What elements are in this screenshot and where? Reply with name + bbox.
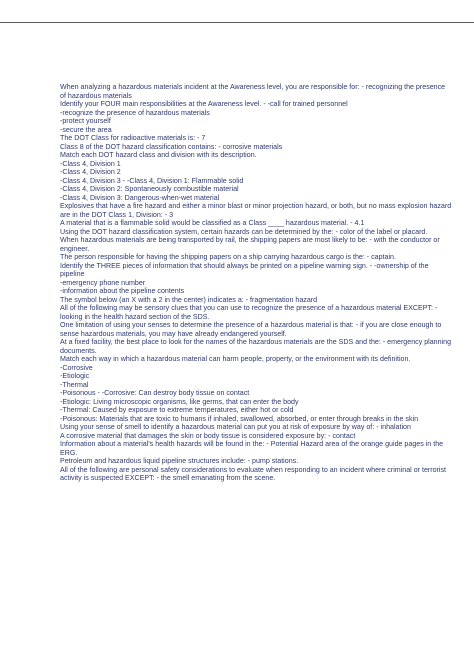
text-line: -secure the area: [60, 125, 112, 134]
text-line: Class 8 of the DOT hazard classification contains: - corrosive materials: [60, 142, 283, 151]
text-line: -protect yourself: [60, 117, 111, 125]
text-line: -Poisonous: Materials that are toxic to humans if inhaled, swallowed, absorbed, or enter through breaks in the skin: [60, 414, 419, 423]
text-line: -Corrosive: [60, 363, 93, 372]
text-line: When analyzing a hazardous materials incident at the Awareness level, you are responsible for: - recognizing the presence of hazardous materials: [60, 83, 446, 100]
text-line: Information about a material's health hazards will be found in the: - Potential Hazard area of the orange guide pages in the ERG.: [60, 440, 444, 457]
text-line: Match each way in which a hazardous material can harm people, property, or the environment with its definition.: [60, 355, 411, 363]
text-line: All of the following may be sensory clues that you can use to recognize the presence of a hazardous material EXCEPT: - looking in the health hazard section of the SDS.: [60, 304, 438, 321]
text-line: Identify your FOUR main responsibilities at the Awareness level. - -call for trained personnel: [60, 100, 348, 108]
top-rule: [0, 22, 474, 23]
text-line: One limitation of using your senses to determine the presence of a hazardous material is that: - if you are close enough to sense hazardous materials, you may have already endangered yourself.: [60, 321, 442, 338]
text-line: Using the DOT hazard classification system, certain hazards can be determined by the: - color of the label or placard.: [60, 227, 428, 236]
text-line: Using your sense of smell to identify a hazardous material can put you at risk of exposure by way of: - inhalation: [60, 423, 411, 431]
text-line: -Class 4, Division 3 - -Class 4, Division 1: Flammable solid: [60, 176, 244, 185]
text-line: At a fixed facility, the best place to look for the names of the hazardous materials are the SDS and the: - emergency planning documents.: [60, 338, 452, 355]
text-line: -Etiologic: Living microscopic organisms, like germs, that can enter the body: [60, 397, 299, 406]
text-line: -Thermal: [60, 380, 89, 389]
text-line: Explosives that have a fire hazard and either a minor blast or minor projection hazard, or both, but no mass explosion hazard are in the DOT Class 1, Division: - 3: [60, 202, 452, 219]
text-line: Match each DOT hazard class and division with its description.: [60, 151, 257, 159]
text-line: -Class 4, Division 2: [60, 168, 121, 176]
text-line: -Etiologic: [60, 372, 90, 380]
text-line: -Thermal: Caused by exposure to extreme temperatures, either hot or cold: [60, 406, 294, 414]
document-body: [60, 83, 452, 483]
text-line: All of the following are personal safety considerations to evaluate when responding to an incident where criminal or terrorist activity is suspected EXCEPT: - the smell emanating from the scene.: [60, 465, 447, 482]
text-line: A corrosive material that damages the skin or body tissue is considered exposure by: - contact: [60, 431, 356, 440]
text-line: Identify the THREE pieces of information that should always be printed on a pipeline warning sign. - -ownership of the pipeline: [60, 261, 429, 278]
text-line: -recognize the presence of hazardous materials: [60, 108, 210, 117]
text-line: -Poisonous - -Corrosive: Can destroy body tissue on contact: [60, 389, 250, 397]
text-line: -information about the pipeline contents: [60, 287, 185, 295]
text-line: A material that is a flammable solid would be classified as a Class ____ hazardous material. - 4.1: [60, 219, 365, 227]
text-line: -Class 4, Division 1: [60, 159, 121, 168]
text-line: The person responsible for having the shipping papers on a ship carrying hazardous cargo is the: - captain.: [60, 253, 396, 261]
text-line: When hazardous materials are being transported by rail, the shipping papers are most likely to be: - with the conductor or engineer.: [60, 236, 440, 253]
text-line: Petroleum and hazardous liquid pipeline structures include: - pump stations.: [60, 457, 299, 465]
text-line: -Class 4, Division 2: Spontaneously combustible material: [60, 185, 239, 193]
text-line: -Class 4, Division 3: Dangerous-when-wet material: [60, 193, 220, 202]
text-line: -emergency phone number: [60, 278, 146, 287]
text-line: The DOT Class for radioactive materials is: - 7: [60, 134, 206, 142]
text-line: The symbol below (an X with a 2 in the center) indicates a: - fragmentation hazard: [60, 295, 318, 304]
